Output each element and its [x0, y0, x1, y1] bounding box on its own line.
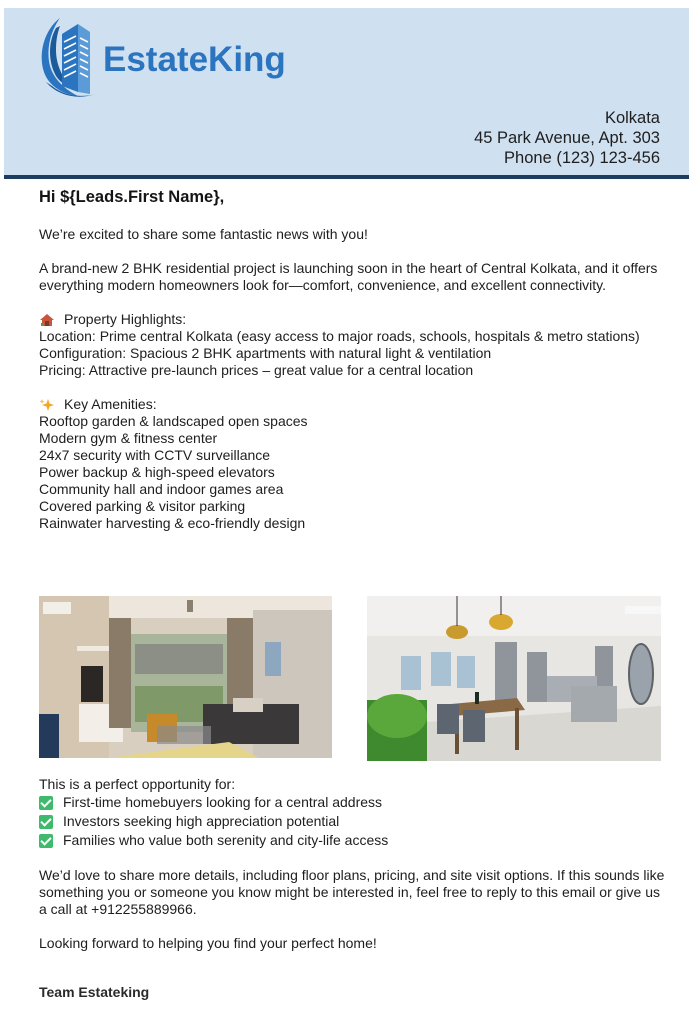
address-phone: Phone (123) 123-456	[504, 149, 660, 167]
description-paragraph: A brand-new 2 BHK residential project is launching soon in the heart of Central Kolkata, and it offers everything modern homeowners look for—comfort, convenience, and excellent connectivity.	[39, 260, 658, 293]
opportunity-item	[39, 812, 669, 831]
opportunity-and-closing	[39, 776, 669, 952]
brand-logo	[38, 12, 308, 102]
opportunity-item-text: First-time homebuyers looking for a central address	[63, 794, 383, 810]
amenity-item: Modern gym & fitness center	[39, 430, 218, 446]
amenity-item: Rooftop garden & landscaped open spaces	[39, 413, 308, 429]
intro-paragraph: We’re excited to share some fantastic news with you!	[39, 226, 368, 242]
closing-line: Looking forward to helping you find your perfect home!	[39, 935, 377, 951]
amenities-title: Key Amenities:	[64, 396, 157, 412]
amenity-item: Power backup & high-speed elevators	[39, 464, 275, 480]
company-address	[474, 108, 660, 168]
amenity-item: Community hall and indoor games area	[39, 481, 284, 497]
opportunity-item-text: Families who value both serenity and city-life access	[63, 832, 389, 848]
address-city: Kolkata	[604, 109, 660, 127]
email-body	[39, 186, 669, 532]
address-street: 45 Park Avenue, Apt. 303	[474, 129, 660, 147]
amenity-item: Covered parking & visitor parking	[39, 498, 246, 514]
house-icon	[39, 313, 55, 327]
key-amenities	[39, 396, 669, 532]
check-box-icon	[39, 796, 53, 810]
highlights-title: Property Highlights:	[64, 311, 187, 327]
opportunity-item-text: Investors seeking high appreciation potential	[63, 813, 340, 829]
opportunity-item	[39, 793, 669, 812]
building-arc-icon	[38, 12, 100, 98]
property-images	[39, 596, 661, 761]
highlight-item: Configuration: Spacious 2 BHK apartments with natural light & ventilation	[39, 345, 492, 361]
highlight-item: Pricing: Attractive pre-launch prices – great value for a central location	[39, 362, 474, 378]
highlight-item: Location: Prime central Kolkata (easy access to major roads, schools, hospitals & metro stations)	[39, 328, 640, 344]
email-signature: Team Estateking	[39, 984, 150, 1000]
check-box-icon	[39, 815, 53, 829]
amenity-item: Rainwater harvesting & eco-friendly design	[39, 515, 306, 531]
property-highlights	[39, 311, 669, 379]
sparkles-icon	[39, 398, 55, 412]
opportunity-title: This is a perfect opportunity for:	[39, 776, 236, 792]
email-header	[4, 8, 689, 179]
living-room-image	[39, 596, 332, 758]
opportunity-item	[39, 831, 669, 850]
check-box-icon	[39, 834, 53, 848]
dining-room-image	[367, 596, 661, 761]
greeting: Hi ${Leads.First Name},	[39, 188, 225, 206]
amenity-item: 24x7 security with CCTV surveillance	[39, 447, 271, 463]
details-paragraph: We’d love to share more details, including floor plans, pricing, and site visit options. If this sounds like something you or someone you know might be interested in, feel free to reply to this email or give us a call at +912255889966.	[39, 867, 665, 917]
brand-name: EstateKing	[103, 40, 286, 79]
